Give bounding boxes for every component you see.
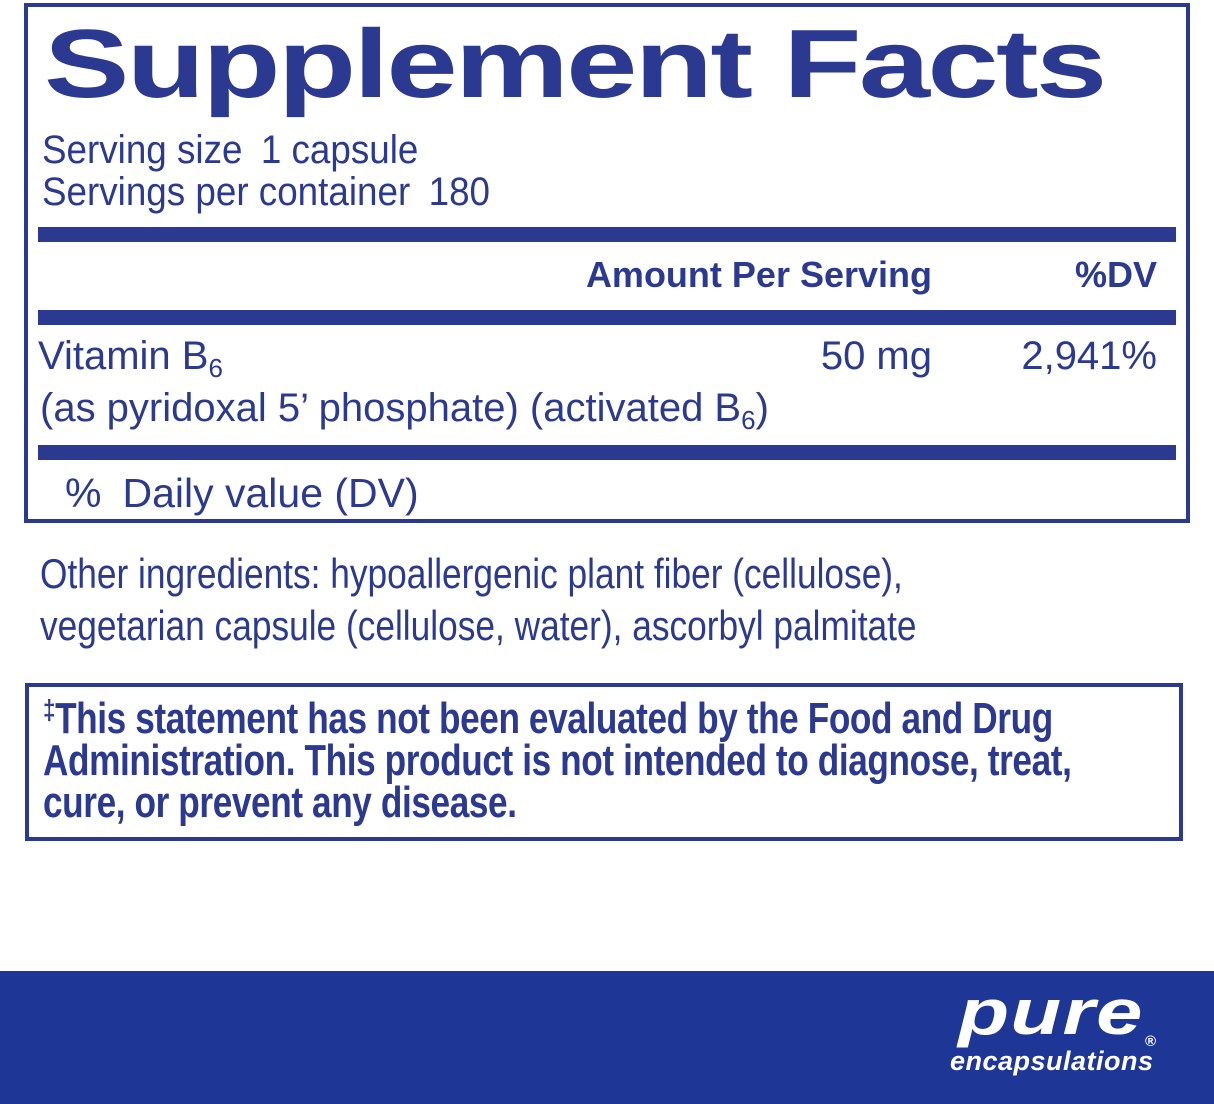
- pure-encapsulations-logo: [950, 976, 1156, 1077]
- divider-bar-thick: [38, 445, 1176, 460]
- other-ingredients: [40, 548, 917, 652]
- nutrient-detail-subscript: 6: [741, 405, 756, 436]
- panel-title: Supplement Facts: [44, 9, 1105, 118]
- serving-size-value: 1 capsule: [260, 128, 419, 172]
- amount-per-serving-header: Amount Per Serving: [585, 254, 932, 296]
- servings-per-container-line: [42, 169, 1085, 214]
- divider-bar-thick: [38, 227, 1176, 242]
- nutrient-name-text: Vitamin B: [38, 334, 209, 379]
- daily-value-footnote: [38, 460, 1176, 517]
- fda-disclaimer-box: [25, 683, 1183, 841]
- brand-tagline: encapsulations: [950, 1045, 1154, 1076]
- brand-footer-band: [0, 971, 1214, 1104]
- footnote-percent-symbol: %: [65, 470, 102, 517]
- nutrient-row: [38, 325, 1176, 384]
- supplement-facts-panel: [24, 3, 1190, 523]
- nutrient-detail: [40, 379, 1176, 445]
- disclaimer-line: [43, 694, 1053, 743]
- nutrient-percent-dv: 2,941%: [1021, 334, 1157, 379]
- disclaimer-line-text: This statement has not been evaluated by the Food and Drug: [55, 694, 1053, 743]
- percent-dv-header: %DV: [1074, 254, 1157, 296]
- divider-bar-thick: [38, 310, 1176, 325]
- disclaimer-line: cure, or prevent any disease.: [43, 777, 517, 827]
- registered-trademark-icon: ®: [1144, 1033, 1156, 1050]
- other-ingredients-line: vegetarian capsule (cellulose, water), ascorbyl palmitate: [40, 602, 917, 650]
- disclaimer-line: Administration. This product is not intended to diagnose, treat,: [43, 735, 1072, 785]
- servings-per-container-label: Servings per container: [42, 169, 411, 214]
- table-header-row: [38, 242, 1176, 310]
- serving-info: [42, 130, 1085, 213]
- fda-disclaimer-text: [43, 694, 1072, 827]
- brand-name: pure: [958, 976, 1144, 1048]
- nutrient-name: [38, 334, 577, 384]
- serving-size-label: Serving size: [42, 128, 243, 172]
- servings-per-container-value: 180: [428, 169, 491, 214]
- nutrient-name-subscript: 6: [208, 353, 223, 384]
- double-dagger-symbol: ‡: [43, 694, 56, 725]
- footnote-text: Daily value (DV): [122, 470, 419, 517]
- nutrient-amount: 50 mg: [820, 334, 932, 379]
- nutrient-detail-close: ): [755, 386, 769, 431]
- other-ingredients-line: Other ingredients: hypoallergenic plant fiber (cellulose),: [40, 550, 903, 597]
- serving-size-line: [42, 130, 1085, 172]
- nutrient-detail-text: (as pyridoxal 5’ phosphate) (activated B: [40, 386, 742, 431]
